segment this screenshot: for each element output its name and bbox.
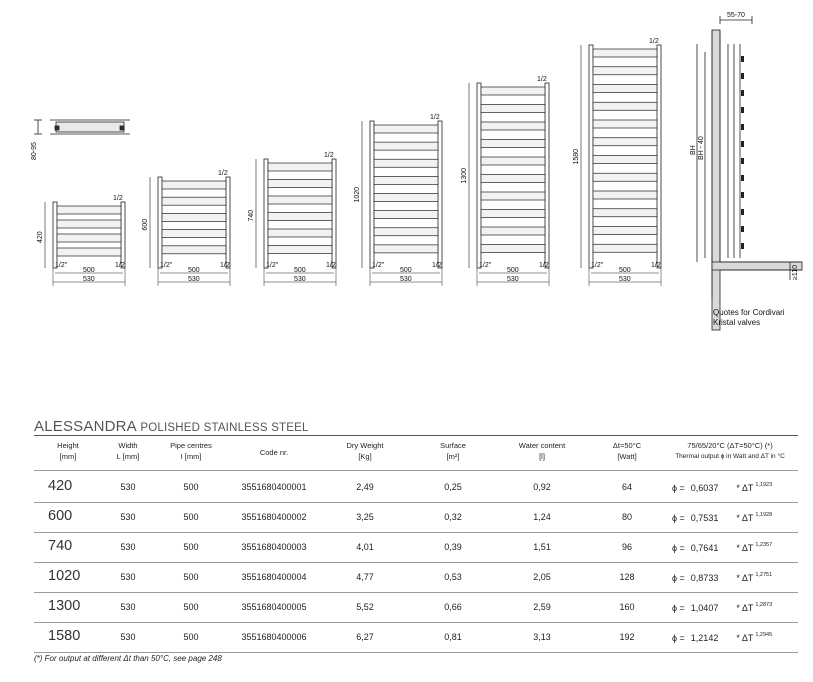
header-weight-l1: Dry Weight xyxy=(346,441,384,450)
cell-thermal-output xyxy=(672,632,772,643)
wall-bracket-marks xyxy=(741,56,744,249)
cell-watt: 64 xyxy=(621,482,632,492)
pipe-centres-label: 500 xyxy=(188,267,200,274)
heating-bar xyxy=(374,176,438,184)
header-weight-l2: [Kg] xyxy=(358,452,372,461)
header-watt-l2: [Watt] xyxy=(617,452,637,461)
wall-distance-label: 55-70 xyxy=(727,12,745,19)
heating-bar xyxy=(593,209,657,217)
heating-bar xyxy=(593,227,657,235)
heating-bar xyxy=(593,244,657,252)
bracket-mark xyxy=(741,107,744,113)
connection-top-label: 1/2 xyxy=(324,152,334,159)
heating-bar xyxy=(162,230,226,238)
formula-exponent: 1,2751 xyxy=(755,572,773,578)
formula-coefficient: 0,8733 xyxy=(690,573,719,583)
formula-phi: ϕ = xyxy=(672,603,685,613)
connection-top-label: 1/2 xyxy=(649,38,659,45)
pipe-centres-label: 500 xyxy=(294,267,306,274)
height-label: 600 xyxy=(142,218,149,231)
formula-coefficient: 1,0407 xyxy=(690,603,719,613)
cell-weight: 5,52 xyxy=(356,602,374,612)
heating-bar xyxy=(268,213,332,221)
formula-delta-t: * ΔT xyxy=(736,513,754,523)
header-dry-weight xyxy=(337,440,393,462)
connection-left-label: 1/2" xyxy=(591,262,604,269)
header-water-l2: [l] xyxy=(539,452,545,461)
bracket-mark xyxy=(741,73,744,79)
heating-bar xyxy=(481,140,545,148)
heating-bar xyxy=(481,210,545,218)
footnote: (*) For output at different Δt than 50°C, see page 248 xyxy=(34,654,222,663)
connection-left-label: 1/2" xyxy=(266,262,279,269)
heating-bar xyxy=(374,245,438,253)
cell-code: 3551680400006 xyxy=(241,632,307,642)
width-label: 530 xyxy=(400,276,412,283)
cell-water: 1,24 xyxy=(533,512,551,522)
bracket-mark xyxy=(741,158,744,164)
bracket-mark xyxy=(741,175,744,181)
product-name: ALESSANDRA xyxy=(34,418,137,435)
cell-pipe: 500 xyxy=(183,542,199,552)
header-water-l1: Water content xyxy=(518,441,566,450)
product-title xyxy=(34,418,309,435)
cell-weight: 3,25 xyxy=(356,512,374,522)
heating-bar xyxy=(481,227,545,235)
cell-surface: 0,39 xyxy=(444,542,462,552)
connection-top-label: 1/2 xyxy=(218,170,228,177)
left-collector xyxy=(53,202,57,268)
side-view-depth-label: 80-95 xyxy=(31,142,38,160)
connection-top-label: 1/2 xyxy=(430,114,440,121)
formula-exponent: 1,2873 xyxy=(755,602,773,608)
pipe-centres-label: 500 xyxy=(400,267,412,274)
pipe-centres-label: 500 xyxy=(507,267,519,274)
heating-bar xyxy=(481,175,545,183)
width-label: 530 xyxy=(83,276,95,283)
cell-weight: 4,77 xyxy=(356,572,374,582)
heating-bar xyxy=(374,159,438,167)
header-water-content xyxy=(512,440,572,462)
header-divider xyxy=(34,470,798,471)
cell-pipe: 500 xyxy=(183,482,199,492)
heating-bar xyxy=(481,192,545,200)
cell-pipe: 500 xyxy=(183,572,199,582)
left-collector xyxy=(477,83,481,268)
heating-bar xyxy=(57,220,121,228)
wall-mount-detail xyxy=(690,12,802,330)
row-divider xyxy=(34,622,798,623)
bracket-mark xyxy=(741,209,744,215)
row-divider xyxy=(34,592,798,593)
formula-coefficient: 1,2142 xyxy=(690,633,719,643)
width-label: 530 xyxy=(188,276,200,283)
cell-surface: 0,32 xyxy=(444,512,462,522)
formula-delta-t: * ΔT xyxy=(736,633,754,643)
header-thermal-l1: 75/65/20°C (ΔT=50°C) (*) xyxy=(687,441,773,450)
radiator-front-view-2 xyxy=(142,170,230,286)
product-material: POLISHED STAINLESS STEEL xyxy=(140,422,309,434)
bracket-mark xyxy=(741,56,744,62)
header-code xyxy=(244,447,304,458)
height-label: 420 xyxy=(37,231,44,243)
radiator-technical-drawings xyxy=(0,0,813,340)
cell-height: 1300 xyxy=(48,598,81,614)
height-label: 1580 xyxy=(573,148,580,165)
formula-delta-t: * ΔT xyxy=(736,603,754,613)
radiator-front-view-4 xyxy=(354,114,442,286)
cell-pipe: 500 xyxy=(183,512,199,522)
header-watt-l1: Δt=50°C xyxy=(612,441,642,450)
heating-bar xyxy=(481,157,545,165)
heating-bar xyxy=(57,206,121,214)
cell-weight: 4,01 xyxy=(356,542,374,552)
heating-bar xyxy=(374,228,438,236)
cell-pipe: 500 xyxy=(183,602,199,612)
cell-thermal-output xyxy=(672,482,772,493)
cell-height: 420 xyxy=(48,478,73,494)
formula-exponent: 1,2945 xyxy=(755,632,773,638)
cell-weight: 2,49 xyxy=(356,482,374,492)
heating-bar xyxy=(593,156,657,164)
heating-bar xyxy=(481,122,545,130)
heating-bar xyxy=(481,105,545,113)
cell-code: 3551680400001 xyxy=(241,482,307,492)
heating-bar xyxy=(593,85,657,93)
formula-delta-t: * ΔT xyxy=(736,543,754,553)
bracket-mark xyxy=(741,243,744,249)
connection-right-label: 1/2 xyxy=(220,262,230,269)
heating-bar xyxy=(593,191,657,199)
header-width-l1: Width xyxy=(118,441,138,450)
formula-exponent: 1,2357 xyxy=(755,542,773,548)
header-thermal-output xyxy=(660,440,800,462)
formula-phi: ϕ = xyxy=(672,573,685,583)
header-thermal-l2: Thermal output ϕ in Watt and ΔT in °C xyxy=(675,453,785,460)
pipe-centres-label: 500 xyxy=(83,267,95,274)
bracket-mark xyxy=(741,141,744,147)
cell-watt: 192 xyxy=(619,632,635,642)
header-surface xyxy=(431,440,475,462)
cell-watt: 80 xyxy=(621,512,632,522)
cell-width: 530 xyxy=(120,542,136,552)
connection-left-label: 1/2" xyxy=(372,262,385,269)
heating-bar xyxy=(593,138,657,146)
formula-phi: ϕ = xyxy=(672,513,685,523)
cell-width: 530 xyxy=(120,512,136,522)
left-collector xyxy=(264,159,268,268)
heating-bar xyxy=(593,173,657,181)
right-collector xyxy=(545,83,549,268)
width-label: 530 xyxy=(507,276,519,283)
radiator-front-view-3 xyxy=(248,152,336,286)
formula-phi: ϕ = xyxy=(672,633,685,643)
header-height-l2: [mm] xyxy=(59,452,77,461)
formula-phi: ϕ = xyxy=(672,543,685,553)
height-label: 1300 xyxy=(461,167,468,184)
cell-thermal-output xyxy=(672,542,772,553)
left-collector xyxy=(158,177,162,268)
formula-exponent: 1,1923 xyxy=(755,482,773,488)
cell-height: 740 xyxy=(48,538,73,554)
connection-top-label: 1/2 xyxy=(537,76,547,83)
header-width xyxy=(108,440,148,462)
bracket-mark xyxy=(741,90,744,96)
bracket-mark xyxy=(741,226,744,232)
right-collector xyxy=(332,159,336,268)
cell-width: 530 xyxy=(120,602,136,612)
cell-surface: 0,66 xyxy=(444,602,462,612)
header-surface-l1: Surface xyxy=(440,441,466,450)
header-pipe-centres xyxy=(163,440,219,462)
header-code-l1: Code nr. xyxy=(259,448,289,457)
cell-thermal-output xyxy=(672,572,772,583)
heating-bar xyxy=(162,197,226,205)
side-view-drawing xyxy=(31,120,130,160)
connection-right-label: 1/2 xyxy=(115,262,125,269)
cell-height: 1020 xyxy=(48,568,81,584)
formula-coefficient: 0,7531 xyxy=(690,513,719,523)
cell-surface: 0,81 xyxy=(444,632,462,642)
connection-left-label: 1/2" xyxy=(55,262,68,269)
cell-watt: 160 xyxy=(619,602,635,612)
heating-bar xyxy=(57,248,121,256)
floor-clearance-label: ≥110 xyxy=(792,264,799,280)
cell-thermal-output xyxy=(672,512,772,523)
width-label: 530 xyxy=(294,276,306,283)
connection-right-label: 1/2 xyxy=(326,262,336,269)
right-collector xyxy=(657,45,661,268)
heating-bar xyxy=(268,229,332,237)
heating-bar xyxy=(268,196,332,204)
cell-weight: 6,27 xyxy=(356,632,374,642)
cell-code: 3551680400005 xyxy=(241,602,307,612)
formula-delta-t: * ΔT xyxy=(736,483,754,493)
formula-coefficient: 0,6037 xyxy=(690,483,719,493)
header-width-l2: L [mm] xyxy=(116,452,140,461)
cell-water: 0,92 xyxy=(533,482,551,492)
heating-bar xyxy=(374,211,438,219)
width-label: 530 xyxy=(619,276,631,283)
row-divider xyxy=(34,652,798,653)
pipe-centres-label: 500 xyxy=(619,267,631,274)
radiator-front-view-1 xyxy=(37,195,125,286)
header-surface-l2: [m²] xyxy=(446,452,460,461)
heating-bar xyxy=(593,67,657,75)
heating-bar xyxy=(162,246,226,254)
cell-height: 600 xyxy=(48,508,73,524)
left-collector xyxy=(370,121,374,268)
cell-code: 3551680400002 xyxy=(241,512,307,522)
cell-water: 2,59 xyxy=(533,602,551,612)
heating-bar xyxy=(481,87,545,95)
heating-bar xyxy=(593,102,657,110)
heating-bar xyxy=(374,194,438,202)
right-collector xyxy=(226,177,230,268)
cell-pipe: 500 xyxy=(183,632,199,642)
right-collector xyxy=(121,202,125,268)
formula-exponent: 1,1928 xyxy=(755,512,773,518)
header-height-l1: Height xyxy=(57,441,79,450)
cell-code: 3551680400004 xyxy=(241,572,307,582)
heating-bar xyxy=(593,49,657,57)
cell-code: 3551680400003 xyxy=(241,542,307,552)
cell-width: 530 xyxy=(120,632,136,642)
heating-bar xyxy=(162,213,226,221)
cell-watt: 128 xyxy=(619,572,635,582)
cell-water: 2,05 xyxy=(533,572,551,582)
row-divider xyxy=(34,532,798,533)
bh-label: BH xyxy=(690,145,697,155)
connection-right-label: 1/2 xyxy=(539,262,549,269)
header-watt xyxy=(605,440,649,462)
cell-width: 530 xyxy=(120,572,136,582)
bracket-mark xyxy=(741,124,744,130)
connection-right-label: 1/2 xyxy=(651,262,661,269)
heating-bar xyxy=(57,234,121,242)
header-pipe-l1: Pipe centres xyxy=(170,441,212,450)
header-height xyxy=(48,440,88,462)
title-divider xyxy=(34,435,798,436)
cell-width: 530 xyxy=(120,482,136,492)
radiator-front-view-6 xyxy=(573,38,661,286)
heating-bar xyxy=(593,120,657,128)
bh-minus-label: BH - 40 xyxy=(698,136,705,160)
heating-bar xyxy=(374,125,438,133)
height-label: 1020 xyxy=(354,186,361,203)
heating-bar xyxy=(162,181,226,189)
cell-surface: 0,53 xyxy=(444,572,462,582)
cell-height: 1580 xyxy=(48,628,81,644)
cell-surface: 0,25 xyxy=(444,482,462,492)
heating-bar xyxy=(374,142,438,150)
row-divider xyxy=(34,502,798,503)
connection-top-label: 1/2 xyxy=(113,195,123,202)
valve-caption-line2: Kristal valves xyxy=(713,318,761,327)
heating-bar xyxy=(268,163,332,171)
cell-water: 1,51 xyxy=(533,542,551,552)
cell-watt: 96 xyxy=(621,542,632,552)
radiator-front-view-5 xyxy=(461,76,549,286)
left-collector xyxy=(589,45,593,268)
row-divider xyxy=(34,562,798,563)
formula-coefficient: 0,7641 xyxy=(690,543,719,553)
right-collector xyxy=(438,121,442,268)
cell-water: 3,13 xyxy=(533,632,551,642)
cell-thermal-output xyxy=(672,602,772,613)
formula-delta-t: * ΔT xyxy=(736,573,754,583)
heating-bar xyxy=(481,245,545,253)
valve-caption-line1: Quotes for Cordivari xyxy=(713,308,785,317)
heating-bar xyxy=(268,246,332,254)
connection-left-label: 1/2" xyxy=(479,262,492,269)
header-pipe-l2: I [mm] xyxy=(180,452,202,461)
connection-right-label: 1/2 xyxy=(432,262,442,269)
formula-phi: ϕ = xyxy=(672,483,685,493)
connection-left-label: 1/2" xyxy=(160,262,173,269)
heating-bar xyxy=(268,180,332,188)
bracket-mark xyxy=(741,192,744,198)
height-label: 740 xyxy=(248,209,255,222)
